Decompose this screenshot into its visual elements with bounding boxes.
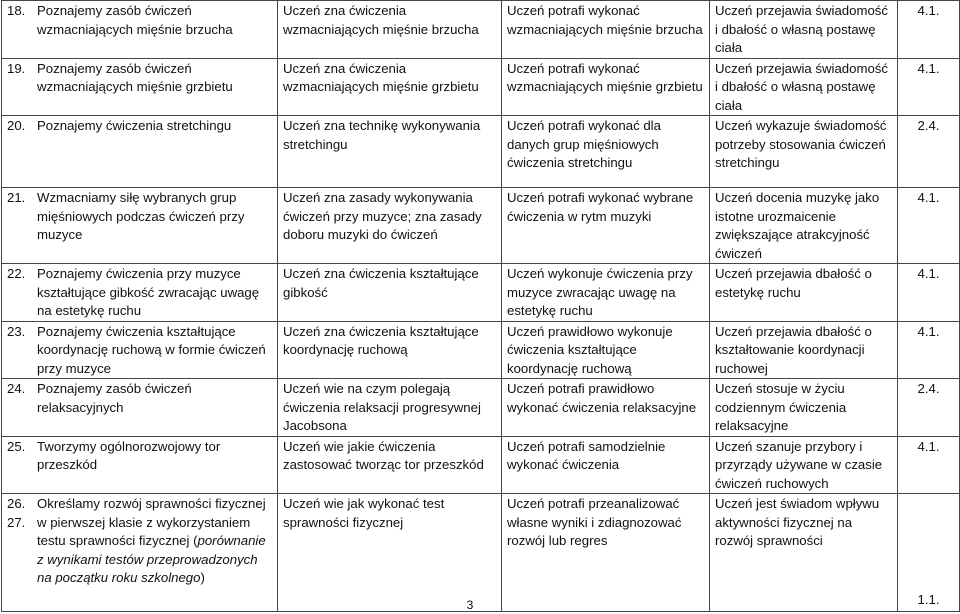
attitude-cell: Uczeń wykazuje świadomość potrzeby stosowania ćwiczeń stretchingu (710, 116, 898, 188)
topic-cell (2, 1, 278, 59)
knowledge-cell: Uczeń zna ćwiczenia wzmacniających mięśnie grzbietu (278, 58, 502, 116)
lesson-title: Określamy rozwój sprawności fizycznej w pierwszej klasie z wykorzystaniem testu sprawności fizycznej (porównanie z wynikami testów przeprowadzonych na początku roku szkolnego) (37, 496, 266, 585)
table-row (2, 1, 960, 59)
attitude-cell: Uczeń przejawia świadomość i dbałość o własną postawę ciała (710, 1, 898, 59)
curriculum-table (1, 0, 960, 612)
requirement-code: 2.4. (898, 379, 960, 437)
lesson-number: 21. (7, 190, 26, 205)
page-number: 3 (466, 598, 474, 612)
knowledge-cell: Uczeń wie na czym polegają ćwiczenia relaksacji progresywnej Jacobsona (278, 379, 502, 437)
lesson-number: 24. (7, 381, 26, 396)
attitude-cell: Uczeń przejawia dbałość o estetykę ruchu (710, 264, 898, 322)
skill-cell: Uczeń potrafi samodzielnie wykonać ćwiczenia (502, 436, 710, 494)
topic-cell (2, 436, 278, 494)
lesson-number: 19. (7, 60, 26, 76)
attitude-cell: Uczeń szanuje przybory i przyrządy używane w czasie ćwiczeń ruchowych (710, 436, 898, 494)
table-row (2, 188, 960, 264)
lesson-number: 25. (7, 438, 26, 454)
table-row (2, 321, 960, 379)
attitude-cell: Uczeń przejawia dbałość o kształtowanie koordynacji ruchowej (710, 321, 898, 379)
topic-cell (2, 379, 278, 437)
topic-cell (2, 116, 278, 188)
attitude-cell: Uczeń stosuje w życiu codziennym ćwiczenia relaksacyjne (710, 379, 898, 437)
knowledge-cell: Uczeń zna zasady wykonywania ćwiczeń przy muzyce; zna zasady doboru muzyki do ćwiczeń (278, 188, 502, 264)
skill-cell: Uczeń potrafi wykonać dla danych grup mięśniowych ćwiczenia stretchingu (502, 116, 710, 188)
requirement-code: 1.1. (898, 494, 960, 612)
table-row (2, 436, 960, 494)
lesson-title: Poznajemy zasób ćwiczeń wzmacniających mięśnie brzucha (37, 3, 233, 37)
skill-cell: Uczeń prawidłowo wykonuje ćwiczenia kształtujące koordynację ruchową (502, 321, 710, 379)
table-row (2, 116, 960, 188)
knowledge-cell: Uczeń zna ćwiczenia kształtujące gibkość (278, 264, 502, 322)
requirement-code: 4.1. (898, 264, 960, 322)
table-row (2, 58, 960, 116)
requirement-code: 2.4. (898, 116, 960, 188)
lesson-number: 26. (7, 496, 26, 511)
attitude-cell: Uczeń przejawia świadomość i dbałość o własną postawę ciała (710, 58, 898, 116)
topic-cell (2, 188, 278, 264)
requirement-code: 4.1. (898, 321, 960, 379)
knowledge-cell: Uczeń zna technikę wykonywania stretchingu (278, 116, 502, 188)
requirement-code: 4.1. (898, 188, 960, 264)
knowledge-cell: Uczeń wie jak wykonać test sprawności fizycznej (278, 494, 502, 612)
table-row (2, 494, 960, 612)
skill-cell: Uczeń potrafi wykonać wzmacniających mięśnie brzucha (502, 1, 710, 59)
requirement-code: 4.1. (898, 1, 960, 59)
skill-cell: Uczeń potrafi prawidłowo wykonać ćwiczenia relaksacyjne (502, 379, 710, 437)
topic-cell (2, 58, 278, 116)
lesson-title: Tworzymy ogólnorozwojowy tor przeszkód (37, 438, 221, 472)
skill-cell: Uczeń potrafi wykonać wybrane ćwiczenia w rytm muzyki (502, 188, 710, 264)
attitude-cell: Uczeń jest świadom wpływu aktywności fizycznej na rozwój sprawności (710, 494, 898, 612)
lesson-title: Poznajemy ćwiczenia kształtujące koordynację ruchową w formie ćwiczeń przy muzyce (37, 323, 266, 376)
lesson-title: Poznajemy ćwiczenia stretchingu (37, 118, 232, 133)
table-row (2, 264, 960, 322)
topic-cell (2, 264, 278, 322)
lesson-number: 27. (7, 514, 26, 530)
lesson-title: Poznajemy zasób ćwiczeń wzmacniających mięśnie grzbietu (37, 60, 233, 94)
lesson-number: 23. (7, 323, 26, 339)
lesson-number: 18. (7, 3, 26, 18)
knowledge-cell: Uczeń zna ćwiczenia wzmacniających mięśnie brzucha (278, 1, 502, 59)
lesson-title: Poznajemy ćwiczenia przy muzyce kształtujące gibkość zwracając uwagę na estetykę ruchu (37, 266, 260, 318)
attitude-cell: Uczeń docenia muzykę jako istotne urozmaicenie zwiększające atrakcyjność ćwiczeń (710, 188, 898, 264)
requirement-code: 4.1. (898, 436, 960, 494)
lesson-number: 20. (7, 118, 26, 133)
skill-cell: Uczeń potrafi wykonać wzmacniających mięśnie grzbietu (502, 58, 710, 116)
lesson-title: Wzmacniamy siłę wybranych grup mięśniowych podczas ćwiczeń przy muzyce (37, 190, 245, 242)
table-row (2, 379, 960, 437)
skill-cell: Uczeń potrafi przeanalizować własne wyniki i zdiagnozować rozwój lub regres (502, 494, 710, 612)
skill-cell: Uczeń wykonuje ćwiczenia przy muzyce zwracając uwagę na estetykę ruchu (502, 264, 710, 322)
lesson-title: Poznajemy zasób ćwiczeń relaksacyjnych (37, 381, 192, 415)
lesson-number: 22. (7, 266, 26, 281)
knowledge-cell: Uczeń wie jakie ćwiczenia zastosować tworząc tor przeszkód (278, 436, 502, 494)
topic-cell (2, 494, 278, 612)
knowledge-cell: Uczeń zna ćwiczenia kształtujące koordynację ruchową (278, 321, 502, 379)
requirement-code: 4.1. (898, 58, 960, 116)
topic-cell (2, 321, 278, 379)
